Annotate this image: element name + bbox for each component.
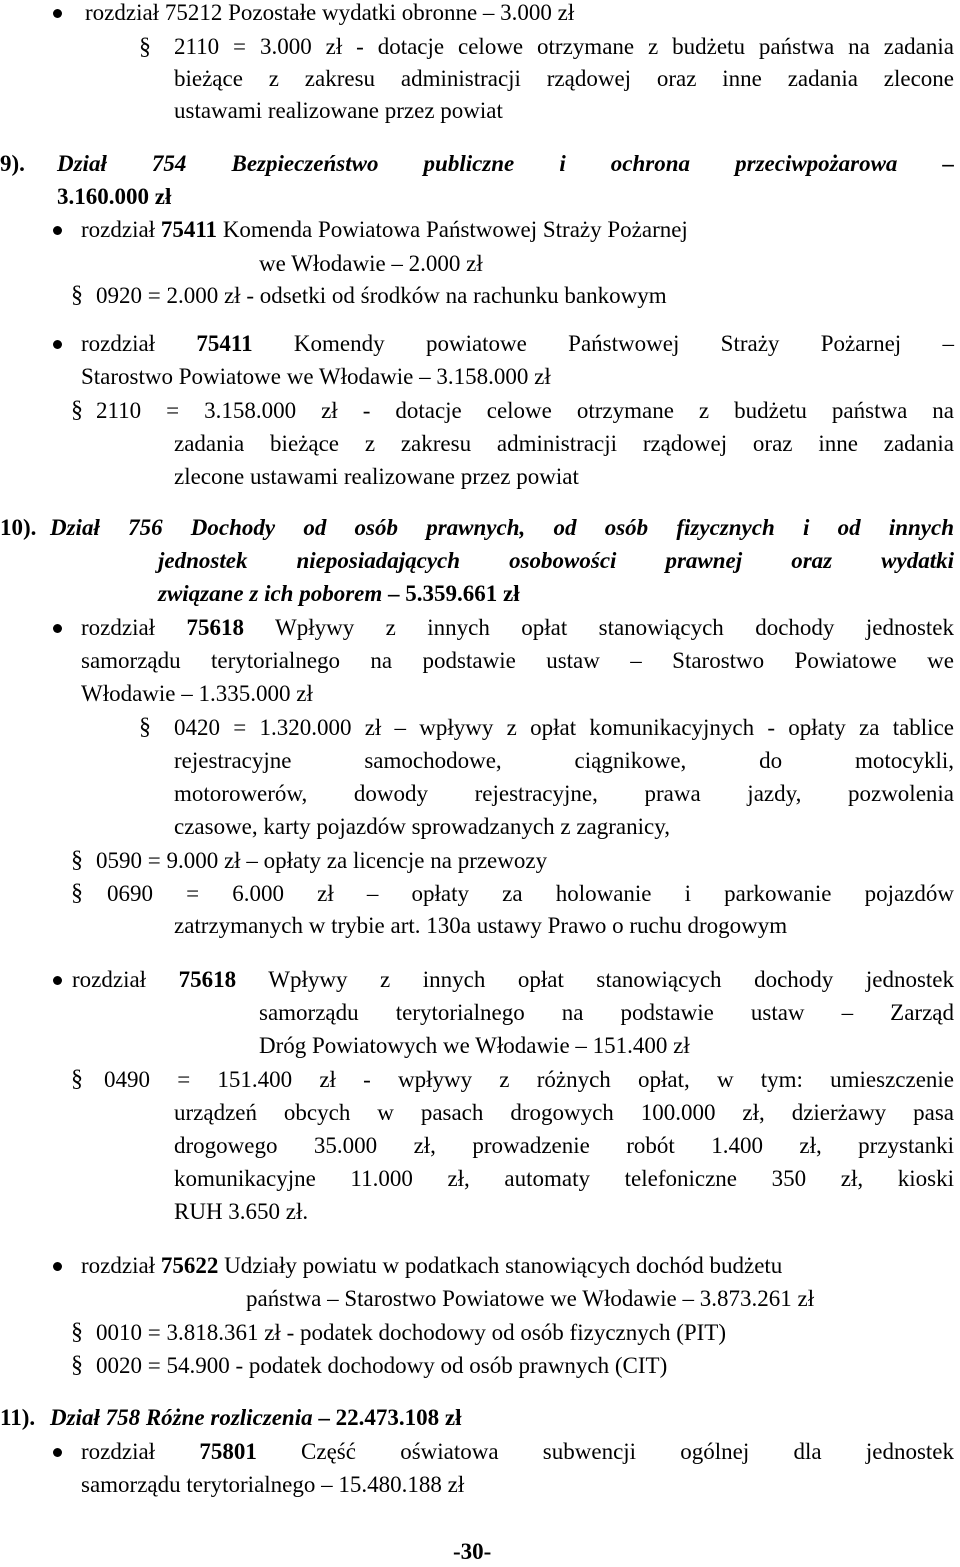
section-title: związane z ich poborem – 5.359.661 zł bbox=[158, 581, 520, 606]
text-line: samorządu terytorialnego – 15.480.188 zł bbox=[81, 1472, 465, 1497]
text-line: 0490 = 151.400 zł - wpływy z różnych opłat, w tym: umieszczenie bbox=[104, 1067, 954, 1092]
text-line: 0020 = 54.900 - podatek dochodowy od osób prawnych (CIT) bbox=[96, 1353, 668, 1378]
section-sign-icon: § bbox=[71, 880, 83, 906]
section-number: 10). bbox=[0, 515, 37, 540]
section-sign-icon: § bbox=[139, 714, 151, 740]
section-sign-icon: § bbox=[139, 34, 151, 60]
text-line: bieżące z zakresu administracji rządowej oraz inne zadania zlecone bbox=[174, 66, 954, 91]
chapter-line: rozdział 75618 Wpływy z innych opłat stanowiących dochody jednostek bbox=[81, 615, 954, 640]
text-line: Starostwo Powiatowe we Włodawie – 3.158.000 zł bbox=[81, 364, 551, 389]
text-line: we Włodawie – 2.000 zł bbox=[259, 251, 483, 276]
text-line: 0420 = 1.320.000 zł – wpływy z opłat komunikacyjnych - opłaty za tablice bbox=[174, 715, 954, 740]
text-line: zlecone ustawami realizowane przez powiat bbox=[174, 464, 579, 489]
text-line: komunikacyjne 11.000 zł, automaty telefoniczne 350 zł, kioski bbox=[174, 1166, 954, 1191]
section-number: 11). bbox=[0, 1405, 36, 1430]
section-title: Dział 754 Bezpieczeństwo publiczne i ochrona przeciwpożarowa – bbox=[57, 151, 954, 176]
section-sign-icon: § bbox=[71, 397, 83, 423]
text-line: Włodawie – 1.335.000 zł bbox=[81, 681, 313, 706]
text-line: urządzeń obcych w pasach drogowych 100.000 zł, dzierżawy pasa bbox=[174, 1100, 954, 1125]
text-line: 0010 = 3.818.361 zł - podatek dochodowy od osób fizycznych (PIT) bbox=[96, 1320, 727, 1345]
chapter-line: rozdział 75212 Pozostałe wydatki obronne – 3.000 zł bbox=[85, 0, 575, 25]
section-amount: 3.160.000 zł bbox=[57, 184, 172, 209]
bullet-icon bbox=[53, 624, 62, 633]
text-line: 2110 = 3.000 zł - dotacje celowe otrzymane z budżetu państwa na zadania bbox=[174, 34, 954, 59]
section-sign-icon: § bbox=[71, 1352, 83, 1378]
section-sign-icon: § bbox=[71, 1066, 83, 1092]
text-line: samorządu terytorialnego na podstawie ustaw – Starostwo Powiatowe we bbox=[81, 648, 954, 673]
text-line: samorządu terytorialnego na podstawie ustaw – Zarząd bbox=[259, 1000, 954, 1025]
text-line: drogowego 35.000 zł, prowadzenie robót 1.400 zł, przystanki bbox=[174, 1133, 954, 1158]
bullet-icon bbox=[53, 1448, 62, 1457]
text-line: zadania bieżące z zakresu administracji rządowej oraz inne zadania bbox=[174, 431, 954, 456]
bullet-icon bbox=[53, 340, 62, 349]
text-line: ustawami realizowane przez powiat bbox=[174, 98, 503, 123]
chapter-line: rozdział 75801 Część oświatowa subwencji ogólnej dla jednostek bbox=[81, 1439, 954, 1464]
text-line: czasowe, karty pojazdów sprowadzanych z zagranicy, bbox=[174, 814, 670, 839]
section-sign-icon: § bbox=[71, 1319, 83, 1345]
chapter-line: rozdział 75411 Komenda Powiatowa Państwowej Straży Pożarnej bbox=[81, 217, 688, 242]
text-line: 0590 = 9.000 zł – opłaty za licencje na przewozy bbox=[96, 848, 548, 873]
text-line: Dróg Powiatowych we Włodawie – 151.400 zł bbox=[259, 1033, 690, 1058]
bullet-icon bbox=[53, 1262, 62, 1271]
text-line: rejestracyjne samochodowe, ciągnikowe, do motocykli, bbox=[174, 748, 954, 773]
text-line: zatrzymanych w trybie art. 130a ustawy Prawo o ruchu drogowym bbox=[174, 913, 788, 938]
section-number: 9). bbox=[0, 151, 25, 176]
bullet-icon bbox=[53, 976, 62, 985]
bullet-icon bbox=[53, 226, 62, 235]
text-line: 0920 = 2.000 zł - odsetki od środków na rachunku bankowym bbox=[96, 283, 667, 308]
text-line: motorowerów, dowody rejestracyjne, prawa jazdy, pozwolenia bbox=[174, 781, 954, 806]
chapter-line: rozdział 75411 Komendy powiatowe Państwowej Straży Pożarnej – bbox=[81, 331, 954, 356]
section-title: jednostek nieposiadających osobowości prawnej oraz wydatki bbox=[158, 548, 954, 573]
bullet-icon bbox=[53, 9, 62, 18]
text-line: 2110 = 3.158.000 zł - dotacje celowe otrzymane z budżetu państwa na bbox=[96, 398, 954, 423]
text-line: 0690 = 6.000 zł – opłaty za holowanie i parkowanie pojazdów bbox=[107, 881, 954, 906]
section-sign-icon: § bbox=[71, 282, 83, 308]
section-title: Dział 758 Różne rozliczenia – 22.473.108 zł bbox=[50, 1405, 462, 1430]
text-line: państwa – Starostwo Powiatowe we Włodawie – 3.873.261 zł bbox=[246, 1286, 815, 1311]
page-number: -30- bbox=[453, 1539, 492, 1564]
chapter-line: rozdział 75622 Udziały powiatu w podatkach stanowiących dochód budżetu bbox=[81, 1253, 783, 1278]
section-sign-icon: § bbox=[71, 847, 83, 873]
chapter-line: rozdział 75618 Wpływy z innych opłat stanowiących dochody jednostek bbox=[72, 967, 954, 992]
text-line: RUH 3.650 zł. bbox=[174, 1199, 309, 1224]
section-title: Dział 756 Dochody od osób prawnych, od osób fizycznych i od innych bbox=[50, 515, 954, 540]
